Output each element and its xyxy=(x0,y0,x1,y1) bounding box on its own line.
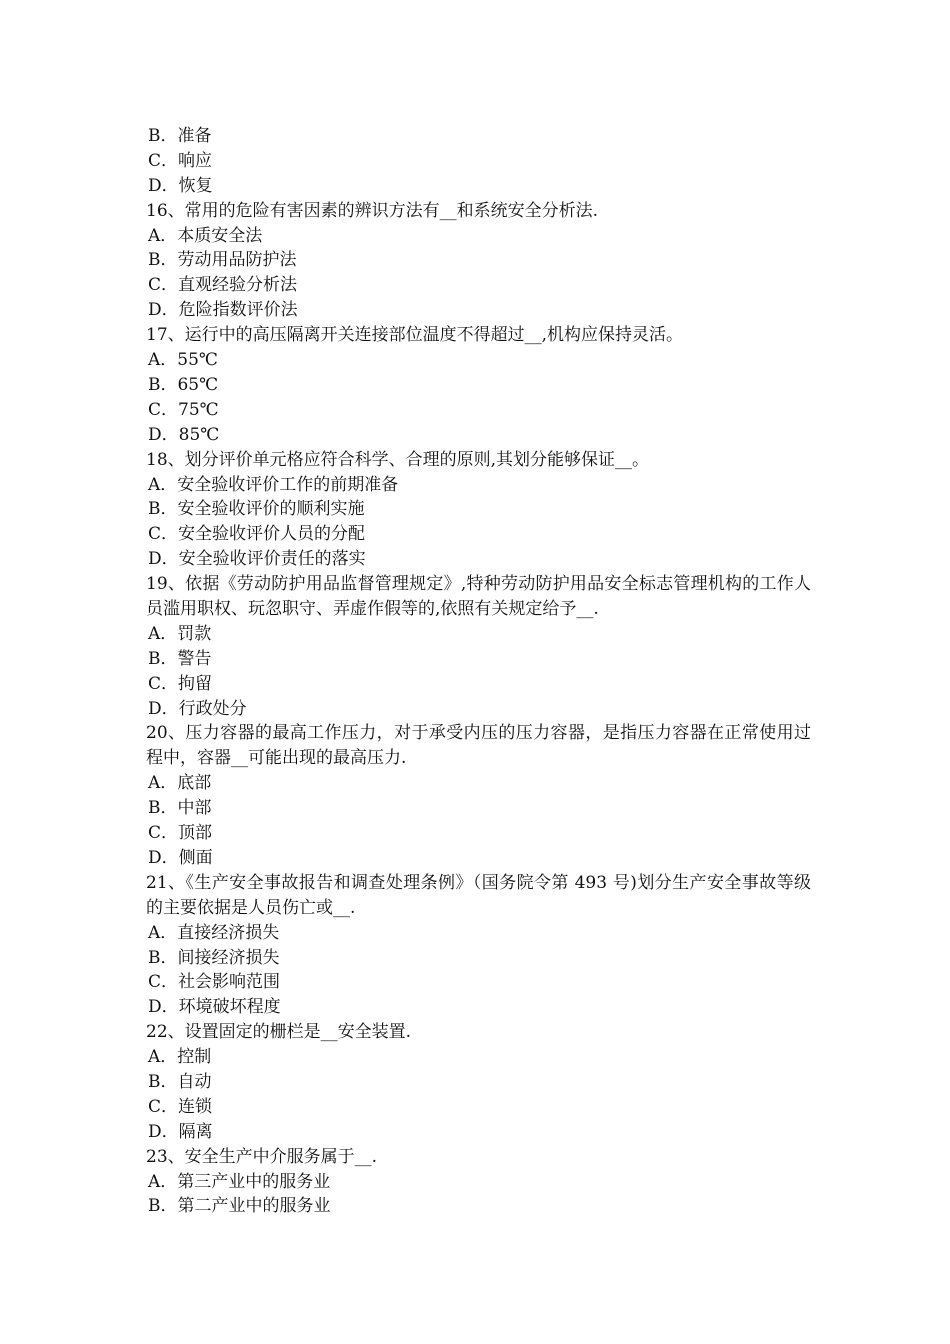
answer-option: B．自动 xyxy=(148,1072,212,1092)
answer-option: C．拘留 xyxy=(148,673,213,694)
answer-option: D．行政处分 xyxy=(148,698,247,719)
question-text: 18、划分评价单元格应符合科学、合理的原则,其划分能够保证__。 xyxy=(146,449,650,470)
question-text: 16、常用的危险有害因素的辨识方法有__和系统安全分析法. xyxy=(146,200,599,221)
answer-option: D．安全验收评价责任的落实 xyxy=(148,549,366,570)
answer-option: A．控制 xyxy=(148,1047,212,1068)
answer-option: D．85℃ xyxy=(148,424,220,445)
document-body xyxy=(146,124,811,1219)
answer-option: C．顶部 xyxy=(148,823,213,844)
answer-option: A．直接经济损失 xyxy=(148,922,280,943)
answer-option: D．恢复 xyxy=(148,175,213,196)
answer-option: B．第二产业中的服务业 xyxy=(148,1196,331,1217)
answer-option: A．本质安全法 xyxy=(148,225,263,246)
answer-option: B．准备 xyxy=(148,126,212,146)
answer-option: B．安全验收评价的顺利实施 xyxy=(148,499,365,520)
answer-option: A．第三产业中的服务业 xyxy=(148,1171,331,1192)
answer-option: D．侧面 xyxy=(148,847,213,868)
answer-option: A．罚款 xyxy=(148,623,212,644)
question-text: 17、运行中的高压隔离开关连接部位温度不得超过__,机构应保持灵活。 xyxy=(146,325,684,346)
answer-option: C．连锁 xyxy=(148,1096,213,1117)
question-text: 19、依据《劳动防护用品监督管理规定》,特种劳动防护用品安全标志管理机构的工作人员滥用职权、玩忽职守、弄虚作假等的,依照有关规定给予__. xyxy=(146,574,811,619)
answer-option: C．直观经验分析法 xyxy=(148,275,298,296)
answer-option: D．隔离 xyxy=(148,1121,213,1142)
answer-option: A．安全验收评价工作的前期准备 xyxy=(148,474,399,495)
answer-option: C．75℃ xyxy=(148,399,219,420)
answer-option: C．社会影响范围 xyxy=(148,972,281,993)
answer-option: C．安全验收评价人员的分配 xyxy=(148,524,366,545)
question-text: 23、安全生产中介服务属于__. xyxy=(146,1146,378,1167)
answer-option: B．中部 xyxy=(148,798,212,819)
answer-option: B．劳动用品防护法 xyxy=(148,250,297,271)
answer-option: A．底部 xyxy=(148,773,212,794)
question-text: 22、设置固定的栅栏是__安全装置. xyxy=(146,1022,412,1043)
answer-option: A．55℃ xyxy=(148,350,218,371)
answer-option: C．响应 xyxy=(148,150,213,171)
answer-option: B．65℃ xyxy=(148,374,219,395)
question-text: 21、《生产安全事故报告和调查处理条例》（国务院令第 493 号)划分生产安全事故等级的主要依据是人员伤亡或__. xyxy=(146,872,811,918)
question-text: 20、压力容器的最高工作压力，对于承受内压的压力容器，是指压力容器在正常使用过程中，容器__可能出现的最高压力. xyxy=(146,723,811,769)
answer-option: D．危险指数评价法 xyxy=(148,300,298,321)
answer-option: B．警告 xyxy=(148,648,212,669)
answer-option: D．环境破坏程度 xyxy=(148,997,281,1018)
answer-option: B．间接经济损失 xyxy=(148,947,280,968)
